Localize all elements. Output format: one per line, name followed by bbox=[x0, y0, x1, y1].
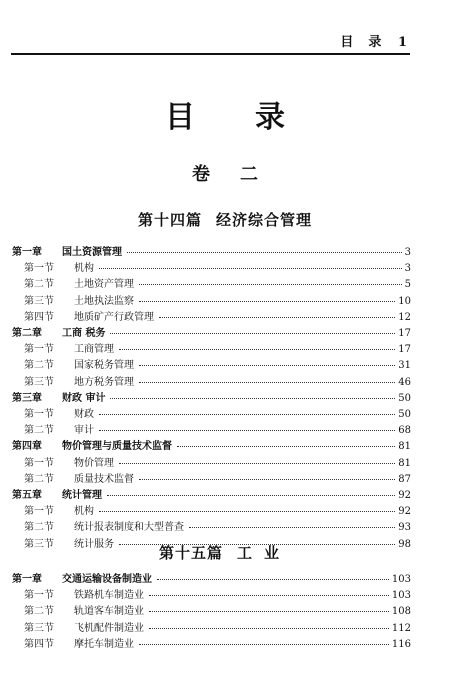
toc-section-number: 第一节 bbox=[24, 409, 54, 421]
toc-leader-dots bbox=[119, 453, 395, 464]
toc-section-number: 第二节 bbox=[24, 473, 54, 485]
toc-page-number: 17 bbox=[398, 328, 411, 340]
toc-section-number: 第一节 bbox=[24, 506, 54, 518]
toc-leader-dots bbox=[139, 291, 395, 302]
toc-section-title: 土地资产管理 bbox=[74, 279, 134, 291]
toc-leader-dots bbox=[110, 388, 395, 399]
toc-section-title: 财政 bbox=[74, 409, 94, 421]
toc-section-row bbox=[12, 636, 411, 652]
toc-page-number: 92 bbox=[398, 490, 411, 502]
toc-section-number: 第三节 bbox=[24, 376, 54, 388]
toc-chapter-title: 交通运输设备制造业 bbox=[62, 574, 152, 585]
toc-chapter-title: 国土资源管理 bbox=[62, 247, 122, 258]
toc-section-title: 地方税务管理 bbox=[74, 376, 134, 388]
header-rule bbox=[11, 53, 410, 55]
toc-leader-dots bbox=[139, 355, 395, 366]
toc-leader-dots bbox=[139, 372, 395, 383]
toc-section-title: 机构 bbox=[74, 263, 94, 275]
running-header bbox=[340, 31, 408, 50]
toc-page-number: 81 bbox=[398, 441, 411, 453]
toc-leader-dots bbox=[127, 242, 402, 253]
part-name: 经济综合管理 bbox=[216, 211, 313, 229]
part-number: 第十五篇 bbox=[158, 544, 223, 562]
toc-page-number: 98 bbox=[398, 538, 411, 550]
toc-list bbox=[12, 571, 411, 652]
toc-section-number: 第一节 bbox=[24, 344, 54, 356]
toc-chapter-number: 第一章 bbox=[12, 247, 42, 258]
toc-page-number: 5 bbox=[404, 279, 411, 291]
toc-leader-dots bbox=[99, 501, 395, 512]
toc-leader-dots bbox=[139, 469, 395, 480]
toc-page-number: 50 bbox=[398, 409, 411, 421]
toc-leader-dots bbox=[149, 585, 389, 596]
toc-section-title: 地质矿产行政管理 bbox=[74, 311, 154, 323]
toc-chapter-title: 物价管理与质量技术监督 bbox=[62, 441, 172, 453]
part-title bbox=[0, 209, 450, 230]
toc-section-title: 审计 bbox=[74, 425, 94, 437]
toc-chapter-title: 财政 审计 bbox=[62, 392, 106, 404]
toc-section-title: 飞机配件制造业 bbox=[74, 622, 144, 634]
toc-page-number: 116 bbox=[391, 638, 411, 650]
toc-leader-dots bbox=[149, 618, 389, 629]
toc-section-number: 第一节 bbox=[24, 590, 54, 602]
toc-leader-dots bbox=[107, 485, 395, 496]
toc-page-number: 108 bbox=[391, 606, 411, 618]
toc-leader-dots bbox=[99, 404, 395, 415]
toc-page-number: 103 bbox=[391, 590, 411, 602]
toc-page-number: 93 bbox=[398, 522, 411, 534]
toc-leader-dots bbox=[119, 339, 395, 350]
toc-page-number: 12 bbox=[398, 311, 411, 323]
toc-section-title: 铁路机车制造业 bbox=[74, 590, 144, 602]
toc-section-number: 第二节 bbox=[24, 279, 54, 291]
volume-title: 卷二 bbox=[192, 164, 288, 185]
toc-leader-dots bbox=[139, 634, 389, 645]
toc-page-number: 10 bbox=[398, 295, 411, 307]
toc-leader-dots bbox=[159, 307, 395, 318]
toc-section-number: 第一节 bbox=[24, 457, 54, 469]
toc-chapter-title: 工商 税务 bbox=[62, 328, 106, 340]
toc-leader-dots bbox=[99, 258, 402, 269]
toc-section-title: 机构 bbox=[74, 506, 94, 518]
toc-page-number: 3 bbox=[404, 247, 411, 258]
toc-page-number: 46 bbox=[398, 376, 411, 388]
toc-leader-dots bbox=[189, 517, 395, 528]
toc-section-number: 第三节 bbox=[24, 622, 54, 634]
toc-section-number: 第四节 bbox=[24, 311, 54, 323]
toc-section-title: 土地执法监察 bbox=[74, 295, 134, 307]
toc-leader-dots bbox=[110, 323, 395, 334]
toc-section-title: 统计报表制度和大型普查 bbox=[74, 522, 184, 534]
page-number: 1 bbox=[397, 35, 408, 50]
toc-section-title: 摩托车制造业 bbox=[74, 638, 134, 650]
running-header-title: 目 录 bbox=[340, 35, 383, 50]
toc-section-title: 轨道客车制造业 bbox=[74, 606, 144, 618]
toc-section-number: 第四节 bbox=[24, 638, 54, 650]
part-number: 第十四篇 bbox=[137, 211, 202, 229]
toc-page-number: 112 bbox=[391, 622, 411, 634]
toc-leader-dots bbox=[99, 420, 395, 431]
toc-page-number: 87 bbox=[398, 473, 411, 485]
toc-section-title: 质量技术监督 bbox=[74, 473, 134, 485]
toc-chapter-number: 第五章 bbox=[12, 490, 42, 502]
toc-page-number: 68 bbox=[398, 425, 411, 437]
page-title: 目录 bbox=[165, 100, 345, 135]
toc-page-number: 92 bbox=[398, 506, 411, 518]
part-title bbox=[0, 542, 450, 563]
toc-leader-dots bbox=[157, 569, 389, 580]
toc-section-number: 第二节 bbox=[24, 522, 54, 534]
toc-section-title: 国家税务管理 bbox=[74, 360, 134, 372]
toc-list bbox=[12, 244, 411, 552]
toc-page-number: 31 bbox=[398, 360, 411, 372]
toc-page-number: 81 bbox=[398, 457, 411, 469]
toc-page-number: 50 bbox=[398, 392, 411, 404]
toc-section-number: 第一节 bbox=[24, 263, 54, 275]
toc-section-title: 物价管理 bbox=[74, 457, 114, 469]
toc-section-title: 统计服务 bbox=[74, 538, 114, 550]
toc-chapter-number: 第二章 bbox=[12, 328, 42, 340]
toc-section-number: 第三节 bbox=[24, 295, 54, 307]
toc-page-number: 103 bbox=[391, 574, 411, 585]
toc-leader-dots bbox=[139, 274, 402, 285]
toc-chapter-number: 第四章 bbox=[12, 441, 42, 453]
toc-page-number: 3 bbox=[404, 263, 411, 275]
part-name: 工业 bbox=[237, 544, 292, 562]
toc-section-title: 工商管理 bbox=[74, 344, 114, 356]
toc-section-number: 第二节 bbox=[24, 360, 54, 372]
toc-chapter-number: 第一章 bbox=[12, 574, 42, 585]
toc-leader-dots bbox=[149, 601, 389, 612]
toc-section-number: 第二节 bbox=[24, 606, 54, 618]
toc-chapter-number: 第三章 bbox=[12, 392, 42, 404]
toc-section-number: 第二节 bbox=[24, 425, 54, 437]
toc-chapter-title: 统计管理 bbox=[62, 490, 102, 502]
toc-section-number: 第三节 bbox=[24, 538, 54, 550]
toc-page-number: 17 bbox=[398, 344, 411, 356]
toc-leader-dots bbox=[177, 436, 395, 447]
